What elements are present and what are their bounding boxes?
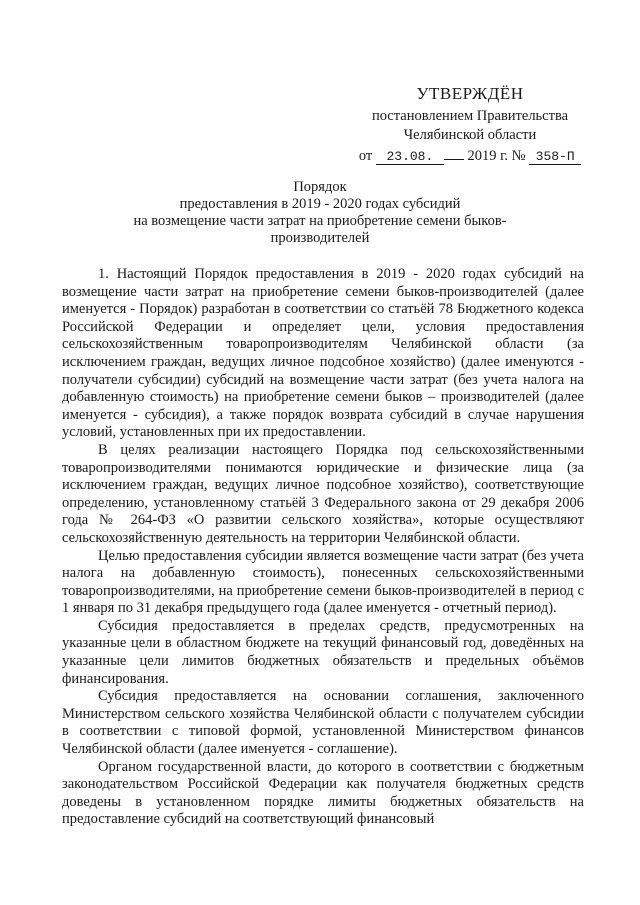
date-prefix: от [358,148,373,164]
paragraph-3: Целью предоставления субсидии является возмещение части затрат (без учета налога на добавленную стоимость), понесенных сельскохозяйственными товаропроизводителями, на приобретение семени быков-производителей в период с 1 января по 31 декабря предыдущего года (далее именуется - отчетный период). [62,547,584,617]
approval-block [340,84,600,166]
document-number: 358-П [529,150,581,165]
paragraph-1: 1. Настоящий Порядок предоставления в 2019 - 2020 годах субсидий на возмещение части затрат на приобретение семени быков-производителей (далее именуется - Порядок) разработан в соответствии со статьёй 78 Бюджетного кодекса Российской Федерации и определяет цели, условия предоставления сельскохозяйственным товаропроизводителям Челябинской области (за исключением граждан, ведущих личное подсобное хозяйство) (далее именуются - получатели субсидии) субсидий на возмещение части затрат (без учета налога на добавленную стоимость) на приобретение семени быков – производителей (далее именуется - субсидия), а также порядок возврата субсидий в случае нарушения условий, установленных при их предоставлении. [62,266,584,441]
title-line-1: Порядок [293,179,347,195]
title-line-2: предоставления в 2019 - 2020 годах субсидий [179,196,461,212]
title-line-3: на возмещение части затрат на приобретение семени быков- [133,213,507,229]
document-body [62,266,584,829]
approval-date-line [340,145,600,166]
approval-stamp: УТВЕРЖДЁН [416,84,524,103]
date-year: 2019 г. № [467,148,526,164]
paragraph-2: В целях реализации настоящего Порядка под сельскохозяйственными товаропроизводителями понимаются юридические и физические лица (за исключением граждан, ведущих личное подсобное хозяйство), соответствующие определению, установленному статьёй 3 Федерального закона от 29 декабря 2006 года № 264-ФЗ «О развитии сельского хозяйства», которые осуществляют сельскохозяйственную деятельность на территории Челябинской области. [62,441,584,546]
date-underline [444,145,464,160]
approval-line-1: постановлением Правительства [371,108,569,124]
approval-line-2: Челябинской области [403,127,537,143]
date-field: 23.08. [376,150,444,165]
paragraph-6: Органом государственной власти, до которого в соответствии с бюджетным законодательством Российской Федерации как получателя бюджетных средств доведены в установленном порядке лимиты бюджетных обязательств на предоставление субсидий на соответствующий финансовый [62,758,584,828]
paragraph-5: Субсидия предоставляется на основании соглашения, заключенного Министерством сельского хозяйства Челябинской области с получателем субсидии в соответствии с типовой формой, установленной Министерством финансов Челябинской области (далее именуется - соглашение). [62,688,584,758]
title-line-4: производителей [270,230,370,246]
document-title [120,179,520,247]
paragraph-4: Субсидия предоставляется в пределах средств, предусмотренных на указанные цели в областном бюджете на текущий финансовый год, доведённых на указанные цели лимитов бюджетных обязательств и предельных объёмов финансирования. [62,617,584,687]
